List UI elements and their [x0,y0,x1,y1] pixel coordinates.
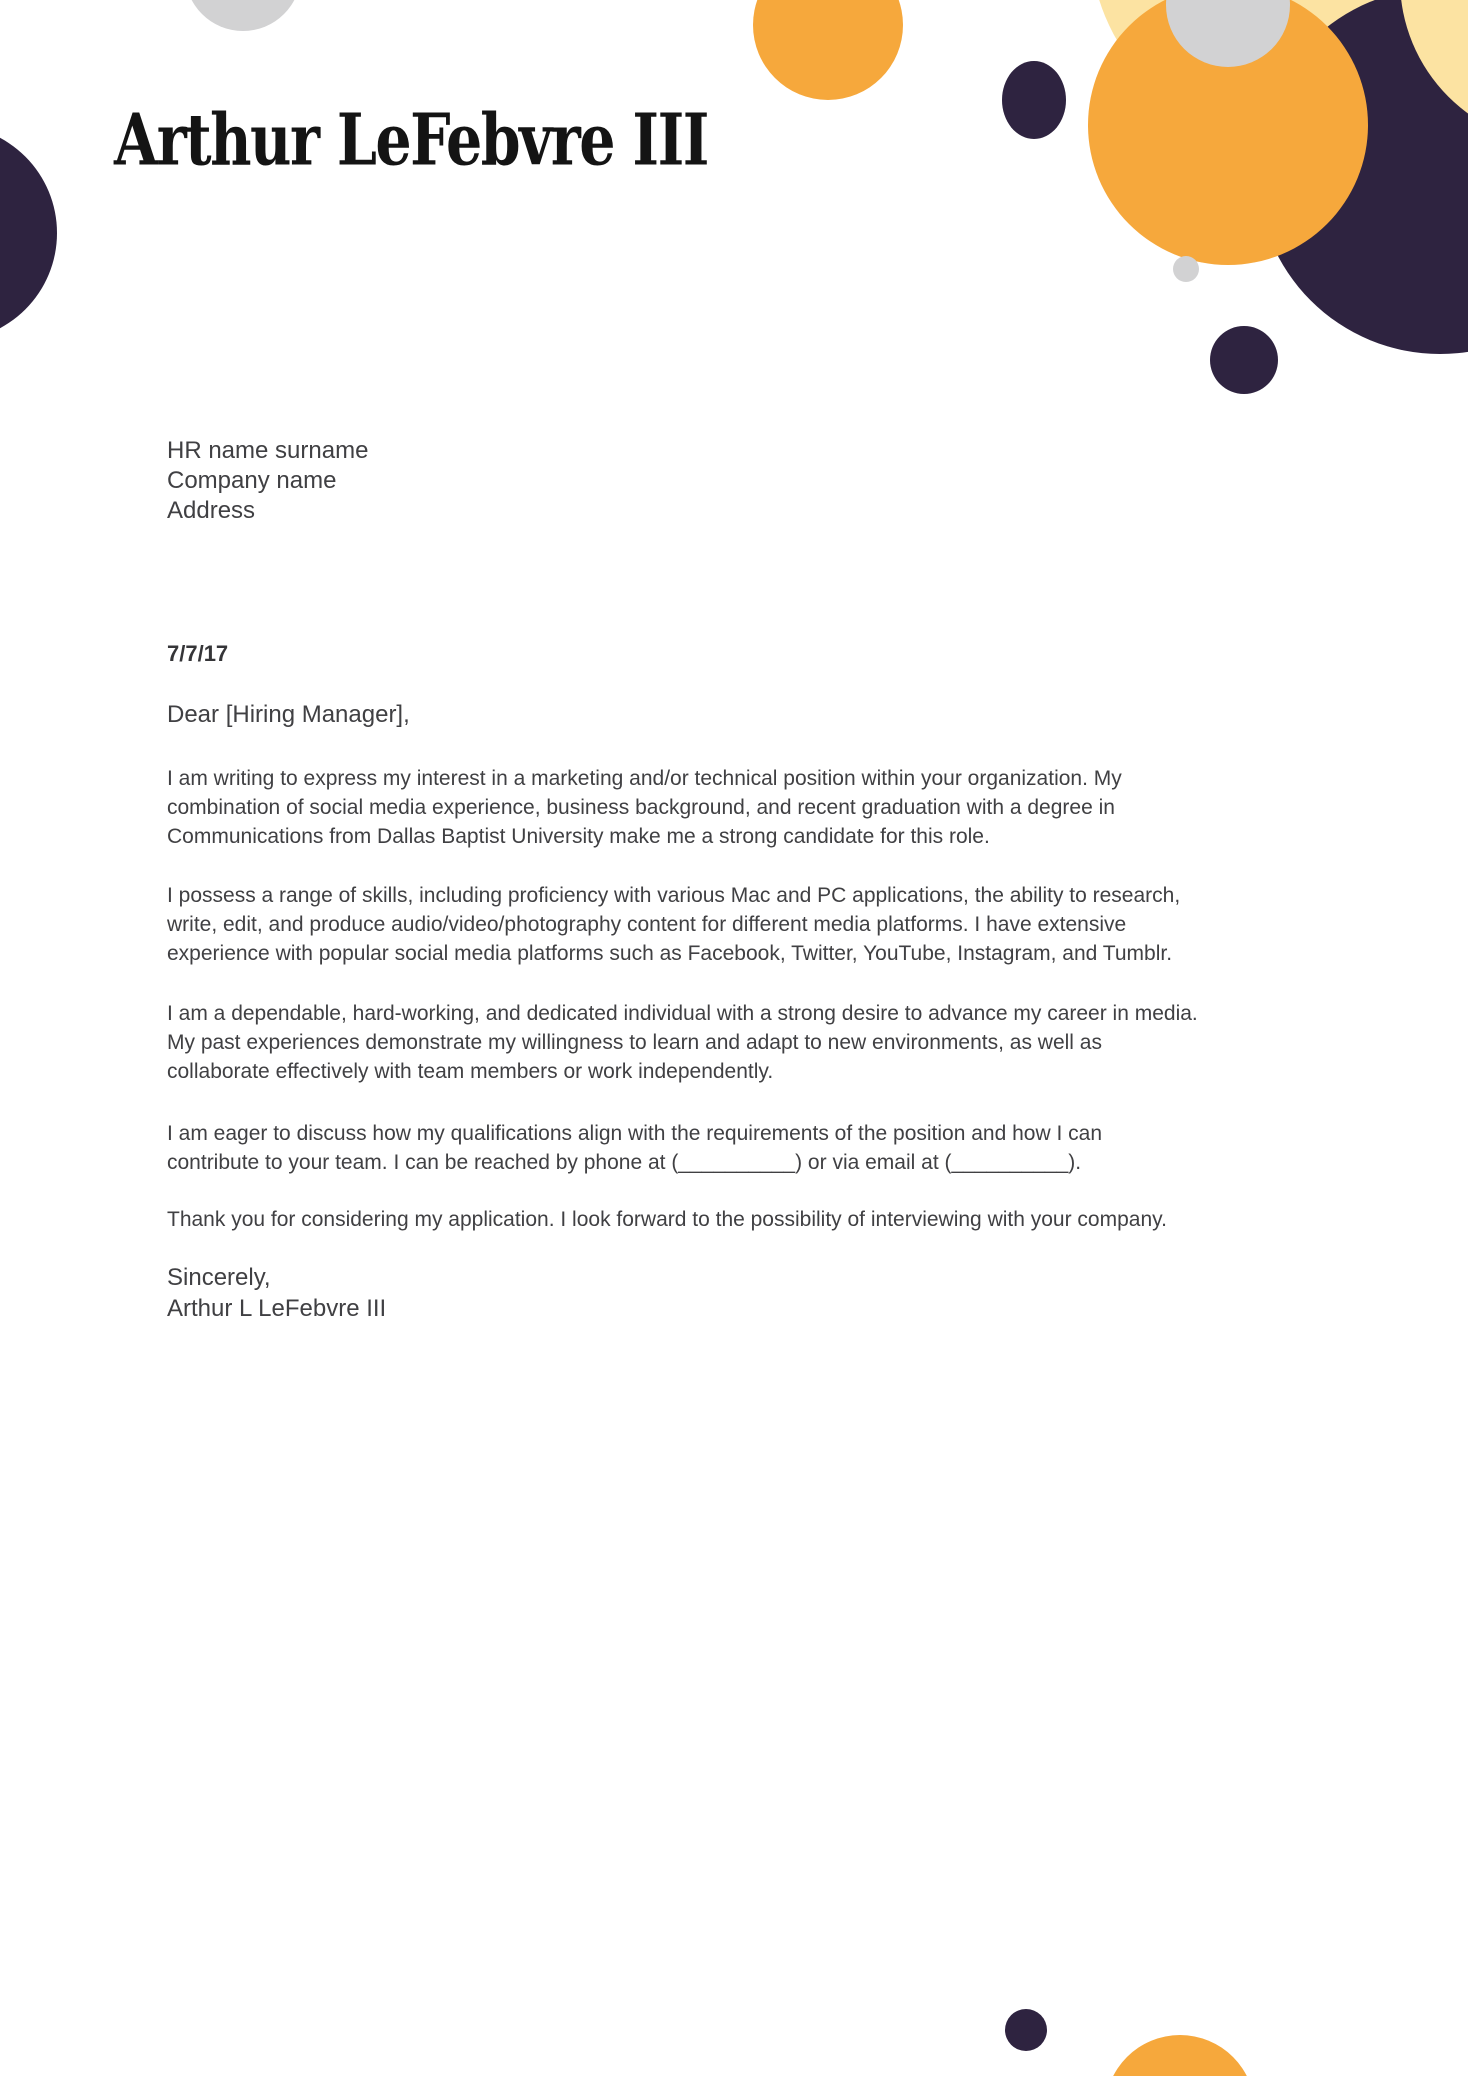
decor-circle-orange-bottom [1105,2035,1255,2076]
decor-circle-dark-small-top-right [1002,61,1066,139]
paragraph-line: Communications from Dallas Baptist University make me a strong candidate for this role. [167,825,990,848]
recipient-line-company: Company name [167,467,337,494]
closing-block [167,1262,386,1324]
paragraph-line: I am writing to express my interest in a marketing and/or technical position within your organization. My [167,767,1122,790]
paragraph-thanks [167,1205,1167,1234]
paragraph-line: I am eager to discuss how my qualifications align with the requirements of the position and how I can [167,1122,1103,1145]
salutation: Dear [Hiring Manager], [167,701,410,728]
paragraph-character [167,999,1198,1086]
paragraph-line: experience with popular social media platforms such as Facebook, Twitter, YouTube, Instagram, and Tumblr. [167,942,1173,965]
paragraph-line: contribute to your team. I can be reached by phone at (__________) or via email at (__________). [167,1151,1082,1174]
recipient-block [167,436,368,526]
decor-circle-gray-top-left [185,0,301,31]
closing-signature-name: Arthur L LeFebvre III [167,1295,387,1322]
decor-circle-dark-dot-right [1210,326,1278,394]
paragraph-line: I possess a range of skills, including proficiency with various Mac and PC applications, the ability to research, [167,884,1181,907]
decor-circle-gray-dot-right [1173,256,1199,282]
paragraph-line: write, edit, and produce audio/video/photography content for different media platforms. I have extensive [167,913,1127,936]
decor-circle-dark-dot-bottom [1005,2009,1047,2051]
candidate-name-title: Arthur LeFebvre III [114,98,708,182]
recipient-line-name: HR name surname [167,437,369,464]
paragraph-skills [167,881,1180,968]
paragraph-line: collaborate effectively with team members or work independently. [167,1060,774,1083]
recipient-line-address: Address [167,497,256,524]
paragraph-line: My past experiences demonstrate my willingness to learn and adapt to new environments, as well as [167,1031,1102,1054]
paragraph-contact [167,1119,1102,1177]
letter-date: 7/7/17 [167,641,229,666]
paragraph-intro [167,764,1122,851]
decor-circle-dark-left-edge [0,125,57,341]
closing-sincerely: Sincerely, [167,1264,271,1291]
paragraph-line: I am a dependable, hard-working, and dedicated individual with a strong desire to advance my career in media. [167,1002,1198,1025]
paragraph-line: combination of social media experience, business background, and recent graduation with a degree in [167,796,1115,819]
decor-circle-orange-top-center [753,0,903,100]
paragraph-line: Thank you for considering my application. I look forward to the possibility of interviewing with your company. [167,1208,1167,1231]
